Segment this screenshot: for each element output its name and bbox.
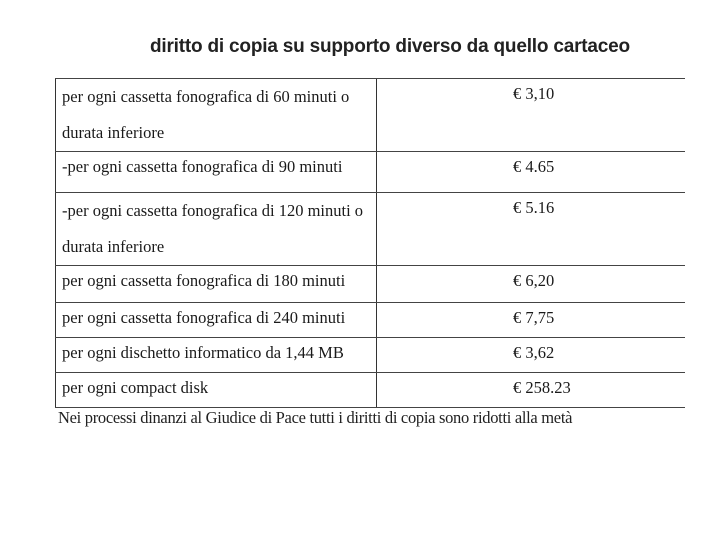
fee-description-line: per ogni cassetta fonografica di 180 minuti <box>62 271 346 290</box>
fee-description-line: durata inferiore <box>62 237 165 256</box>
table-row <box>56 338 686 373</box>
fee-description <box>56 193 377 266</box>
fee-table <box>55 78 685 408</box>
fee-description-line: per ogni cassetta fonografica di 60 minuti o <box>62 87 350 106</box>
fee-price: € 3,62 <box>377 338 686 373</box>
fee-price: € 3,10 <box>377 79 686 152</box>
fee-description <box>56 303 377 338</box>
table-row <box>56 266 686 303</box>
table-row <box>56 193 686 266</box>
fee-description-line: per ogni dischetto informatico da 1,44 MB <box>62 343 344 362</box>
fee-description-line: durata inferiore <box>62 123 165 142</box>
fee-price: € 7,75 <box>377 303 686 338</box>
fee-price: € 5.16 <box>377 193 686 266</box>
fee-price: € 4.65 <box>377 152 686 193</box>
fee-description <box>56 266 377 303</box>
table-row <box>56 152 686 193</box>
table-row <box>56 79 686 152</box>
fee-description-line: -per ogni cassetta fonografica di 90 minuti <box>62 157 343 176</box>
fee-description-line: per ogni compact disk <box>62 378 209 397</box>
fee-description-line: -per ogni cassetta fonografica di 120 minuti o <box>62 201 364 220</box>
page-title: diritto di copia su supporto diverso da quello cartaceo <box>150 36 630 57</box>
fee-description <box>56 338 377 373</box>
fee-description <box>56 79 377 152</box>
fee-description-line: per ogni cassetta fonografica di 240 minuti <box>62 308 346 327</box>
fee-description <box>56 152 377 193</box>
fee-description <box>56 373 377 408</box>
footer-note: Nei processi dinanzi al Giudice di Pace tutti i diritti di copia sono ridotti alla metà <box>58 408 573 427</box>
fee-price: € 6,20 <box>377 266 686 303</box>
table-row <box>56 303 686 338</box>
table-row <box>56 373 686 408</box>
fee-price: € 258.23 <box>377 373 686 408</box>
